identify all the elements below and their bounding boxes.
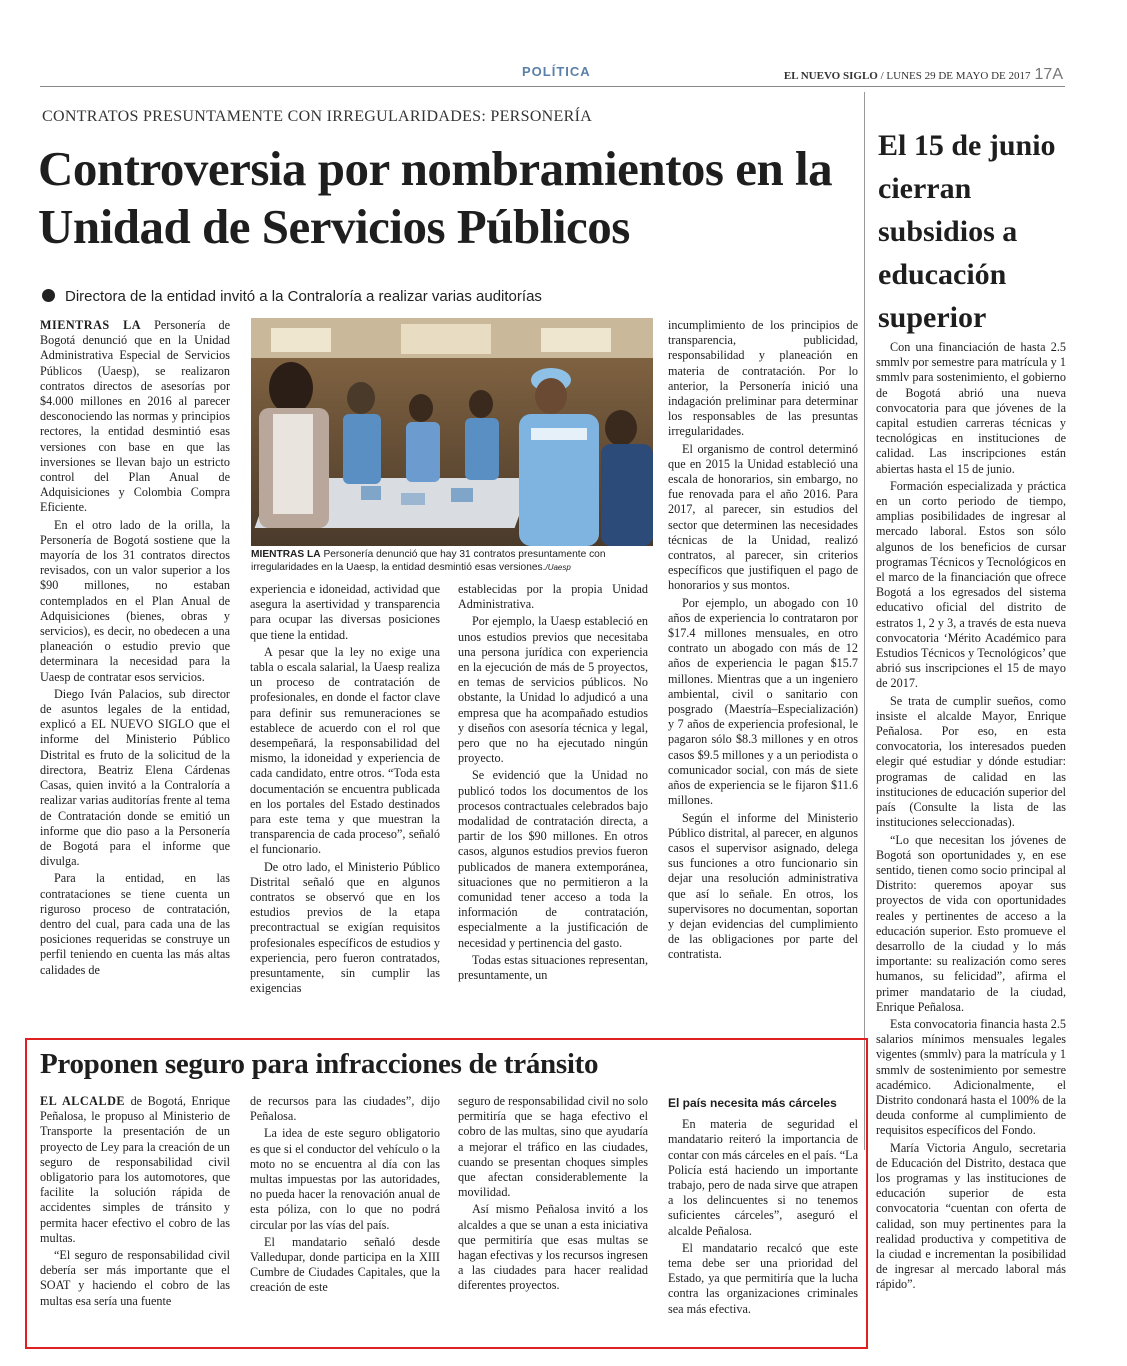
photo-caption: MIENTRAS LA Personería denunció que hay 31 contratos presuntamente con irregularidades en la Uaesp, la entidad desmintió esas versiones./Uaesp (251, 549, 606, 573)
paragraph: seguro de responsabilidad civil no solo permitiría que se haga efectivo el cobro de las multas, sino que ayudaría a mejorar el tráfico en las ciudades, cuando se presentan choques simples que afectan considerablemente la movilidad. (458, 1094, 648, 1200)
paragraph: Se evidenció que la Unidad no publicó todos los documentos de los procesos contractuales celebrados bajo modalidad de contratación directa, a partir de los $90 millones. En otros casos, algunos estudios previos fueron publicados de manera extemporánea, situaciones que no permitieron a la comunidad tener acceso a toda la información de contratación, especialmente a la justificación de necesidad y pertinencia del gasto. (458, 768, 648, 950)
column-divider (864, 92, 865, 1150)
paragraph: En el otro lado de la orilla, la Personería de Bogotá sostiene que la mayoría de los 31 contratos directos revisados, con un valor superior a los $90 millones, no estaban contemplados en el Plan Anual de Adquisiciones (bienes, obras y servicios), es decir, no obedecen a una planeación o estudio previo que determinara la necesidad para la Uaesp de contratar esos servicios. (40, 517, 230, 684)
box-column-4 (668, 1096, 858, 1330)
paragraph: incumplimiento de los principios de transparencia, publicidad, responsabilidad y planeación en materia de contratación. Por lo anterior, la Personería inició una indagación preliminar para determinar los responsables de las presuntas irregularidades. (668, 318, 858, 439)
paragraph: EL ALCALDE de Bogotá, Enrique Peñalosa, le propuso al Ministerio de Transporte la presentación de un proyecto de Ley para la creación de un seguro de responsabilidad civil obligatorio para los automotores, que facilite la solución rápida de accidentes simples de tránsito y permita hacer efectivo el cobro de las multas. (40, 1094, 230, 1245)
box-column-3 (458, 1094, 648, 1328)
paragraph: La idea de este seguro obligatorio es que si el conductor del vehículo o la moto no se encuentra al día con las multas impuestas por las autoridades, no pueda hacer la renovación anual de esta póliza, con lo que no podrá circular por las vías del país. (250, 1126, 440, 1232)
paragraph: Según el informe del Ministerio Público distrital, al parecer, en algunos casos el supervisor asignado, delega sus funciones a otro funcionario sin dejar una resolución administrativa que así lo señale. En otros, los supervisores no documentan, soportan y dejan evidencias del cumplimiento de las obligaciones por parte del contratista. (668, 810, 858, 962)
header-rule (40, 86, 1065, 87)
paragraph: Formación especializada y práctica en un corto periodo de tiempo, amplias posibilidades de ingresar al mercado laboral. Estos son sólo algunos de los beneficios de cursar programas Técnicos y Tecnológicos en el marco de la financiación que ofrece Bogotá a los egresados del sistema educativo oficial del distrito de estratos 1, 2 y 3, a través de esta nueva convocatoria ‘Mérito Académico para Estudios Técnicos y Tecnológicos’ que abrió sus inscripciones el 15 de mayo de 2017. (876, 478, 1066, 691)
paragraph: “El seguro de responsabilidad civil debería ser más importante que el SOAT y haciendo el cobro de las multas esa sería una fuente (40, 1248, 230, 1308)
box-column-1 (40, 1094, 230, 1328)
section-label: POLÍTICA (522, 64, 591, 79)
paper-name: EL NUEVO SIGLO (783, 70, 878, 82)
paragraph: En materia de seguridad el mandatario reiteró la importancia de contar con más cárceles en el país. “La Policía está haciendo un importante trabajo, pero de nada sirve que atrapen a los delincuentes si no tenemos suficientes cárceles”, aseguró el alcalde Peñalosa. (668, 1117, 858, 1238)
box-subhead: El país necesita más cárceles (668, 1096, 837, 1110)
subhead: Directora de la entidad invitó a la Contraloría a realizar varias auditorías (42, 288, 542, 305)
paragraph: Diego Iván Palacios, sub director de asuntos legales de la entidad, explicó a EL NUEVO SIGLO que el informe del Ministerio Público Distrital es fruto de la solicitud de la directora, Beatriz Elena Cárdenas Casas, quien invitó a la Contraloría a realizar varias auditorías frente al tema de Contratación donde se emitió un informe que dio paso a la Personería de Bogotá para el informe que divulga. (40, 686, 230, 869)
paragraph: experiencia e idoneidad, actividad que asegura la asertividad y transparencia para ocupar las diversas posiciones que tiene la entidad. (250, 582, 440, 642)
kicker: CONTRATOS PRESUNTAMENTE CON IRREGULARIDADES: PERSONERÍA (42, 108, 593, 125)
paragraph: MIENTRAS LA Personería de Bogotá denunció que en la Unidad Administrativa Especial de Servicios Públicos (Uaesp), se realizaron contratos directos de asesorías por $4.000 millones en 2016 al parecer desconociendo las normas y principios rectores, la entidad desmintió esas versiones con base en que las inversiones se llevan bajo un estricto control del Plan Anual de Adquisiciones y Colombia Compra Eficiente. (40, 318, 230, 515)
paragraph: María Victoria Angulo, secretaria de Educación del Distrito, destaca que los programas y las instituciones de educación superior de esta convocatoria “cuentan con oferta de calidad, son muy pertinentes para la realidad productiva y competitiva de la ciudad e incrementan la posibilidad de ingresar al mercado laboral más rápido”. (876, 1140, 1066, 1292)
main-column-2 (250, 582, 440, 1030)
paragraph: Para la entidad, en las contrataciones se tiene cuenta un riguroso proceso de contratación, dentro del cual, para cada una de las posiciones requeridas se construye un perfil teniendo en cuenta las más altas calidades de (40, 871, 230, 977)
paragraph: de recursos para las ciudades”, dijo Peñalosa. (250, 1094, 440, 1124)
main-column-1 (40, 318, 230, 1030)
paragraph: Así mismo Peñalosa invitó a los alcaldes a que se unan a esta iniciativa que permitiría que esas multas se hagan efectivas y los recursos ingresen a las ciudades para hacer realidad diferentes proyectos. (458, 1202, 648, 1293)
box-column-2 (250, 1094, 440, 1328)
paragraph: De otro lado, el Ministerio Público Distrital señaló que en algunos contratos se observó que en los estudios previos de la etapa precontractual se exigían requisitos profesionales específicos de estudios y experiencia, pero fueron contratados, presuntamente, sin cumplir las exigencias (250, 859, 440, 996)
side-story-title: El 15 de junio cierran subsidios a educación superior (878, 129, 1056, 334)
paragraph: El organismo de control determinó que en 2015 la Unidad estableció una escala de honorarios, sin embargo, no fue renovada para el año 2016. Para 2017, al parecer, sin estudios del sector que determinen las necesidades técnicas de la Unidad, realizó contratos, al parecer, sin criterios específicos que justifiquen el pago de honorarios y sus montos. (668, 441, 858, 593)
side-story-body (876, 340, 1066, 1348)
photo-credit: /Uaesp (545, 563, 571, 572)
paragraph: El mandatario señaló desde Valledupar, donde participa en la XIII Cumbre de Ciudades Capitales, que la creación de este (250, 1234, 440, 1295)
bullet-icon (42, 289, 55, 302)
paragraph: A pesar que la ley no exige una tabla o escala salarial, la Uaesp realiza un proceso de contratación de profesionales, en donde el factor clave para definir sus remuneraciones se establece de acuerdo con el rol que desempeñará, la responsabilidad del mismo, la idoneidad y experiencia de cada candidato, entre otros. “Toda esta documentación se encuentra publicada en los portales del Estado destinados para este tema y que muestran la transparencia de cada proceso”, señaló el funcionario. (250, 644, 440, 857)
headline: Controversia por nombramientos en la Unidad de Servicios Públicos (38, 141, 833, 254)
paragraph: establecidas por la propia Unidad Administrativa. (458, 582, 648, 612)
paragraph: “Lo que necesitan los jóvenes de Bogotá son oportunidades y, en ese sentido, tienen como socio principal al Distrito: queremos apoyar sus proyectos de vida con oportunidades reales y pertinentes de acceso a la educación superior. Esto promueve el desarrollo de la ciudad y lo más importante: su realización como seres humanos, su felicidad”, afirma el primer mandatario de la ciudad, Enrique Peñalosa. (876, 832, 1066, 1014)
paragraph: Por ejemplo, la Uaesp estableció en unos estudios previos que necesitaba una persona jurídica con experiencia en la ejecución de más de 5 proyectos, en temas de servicios públicos. No obstante, la Unidad lo adjudicó a una empresa que ha acompañado estudios y diseños con asesoría técnica y legal, pero que no ha ejecutado ningún proyecto. (458, 614, 648, 766)
issue-date: / LUNES 29 DE MAYO DE 2017 (877, 70, 1031, 82)
main-column-3 (458, 582, 648, 1030)
page-number: 17A (1034, 66, 1063, 83)
masthead (784, 66, 1063, 84)
paragraph: Por ejemplo, un abogado con 10 años de experiencia lo contrataron por $17.4 millones mensuales, en otro contrato un abogado con más de 12 años de experiencia le pagan $15.7 millones. Mientras que a un ingeniero ambiental, civil o sanitario con posgrado (Maestría–Especialización) y 7 años de experiencia profesional, le pagaron sólo $8.3 millones y en otros casos $9.5 millones y a un periodista o comunicador social, con más de siete años de experiencia se le fijaron $11.6 millones. (668, 595, 858, 808)
paragraph: Esta convocatoria financia hasta 2.5 salarios mínimos mensuales legales vigentes (smmlv) para la matrícula y 1 smmlv de sostenimiento por semestre académico. Adicionalmente, el Distrito condonará hasta el 100% de la deuda conforme al cumplimiento de requisitos específicos del Fondo. (876, 1016, 1066, 1138)
paragraph: Todas estas situaciones representan, presuntamente, un (458, 952, 648, 983)
paragraph: Con una financiación de hasta 2.5 smmlv por semestre para matrícula y 1 smmlv para sostenimiento, el gobierno de Bogotá abrió una nueva convocatoria para que jóvenes de la capital estudien carreras técnicas y tecnológicas en instituciones de calidad. Las inscripciones están abiertas hasta el 15 de junio. (876, 340, 1066, 476)
paragraph: El mandatario recalcó que este tema debe ser una prioridad del Estado, ya que permitiría que la lucha contra las organizaciones criminales sea más efectiva. (668, 1240, 858, 1316)
news-photo (251, 318, 653, 546)
paragraph: Se trata de cumplir sueños, como insiste el alcalde Mayor, Enrique Peñalosa. Por eso, en esta convocatoria, los interesados pueden elegir qué estudiar y dónde estudiar: programas de calidad en las instituciones de educación superior del país (Consulte la lista de las instituciones seleccionadas). (876, 693, 1066, 830)
main-column-4 (668, 318, 858, 1030)
box-story-title: Proponen seguro para infracciones de tránsito (40, 1048, 599, 1080)
